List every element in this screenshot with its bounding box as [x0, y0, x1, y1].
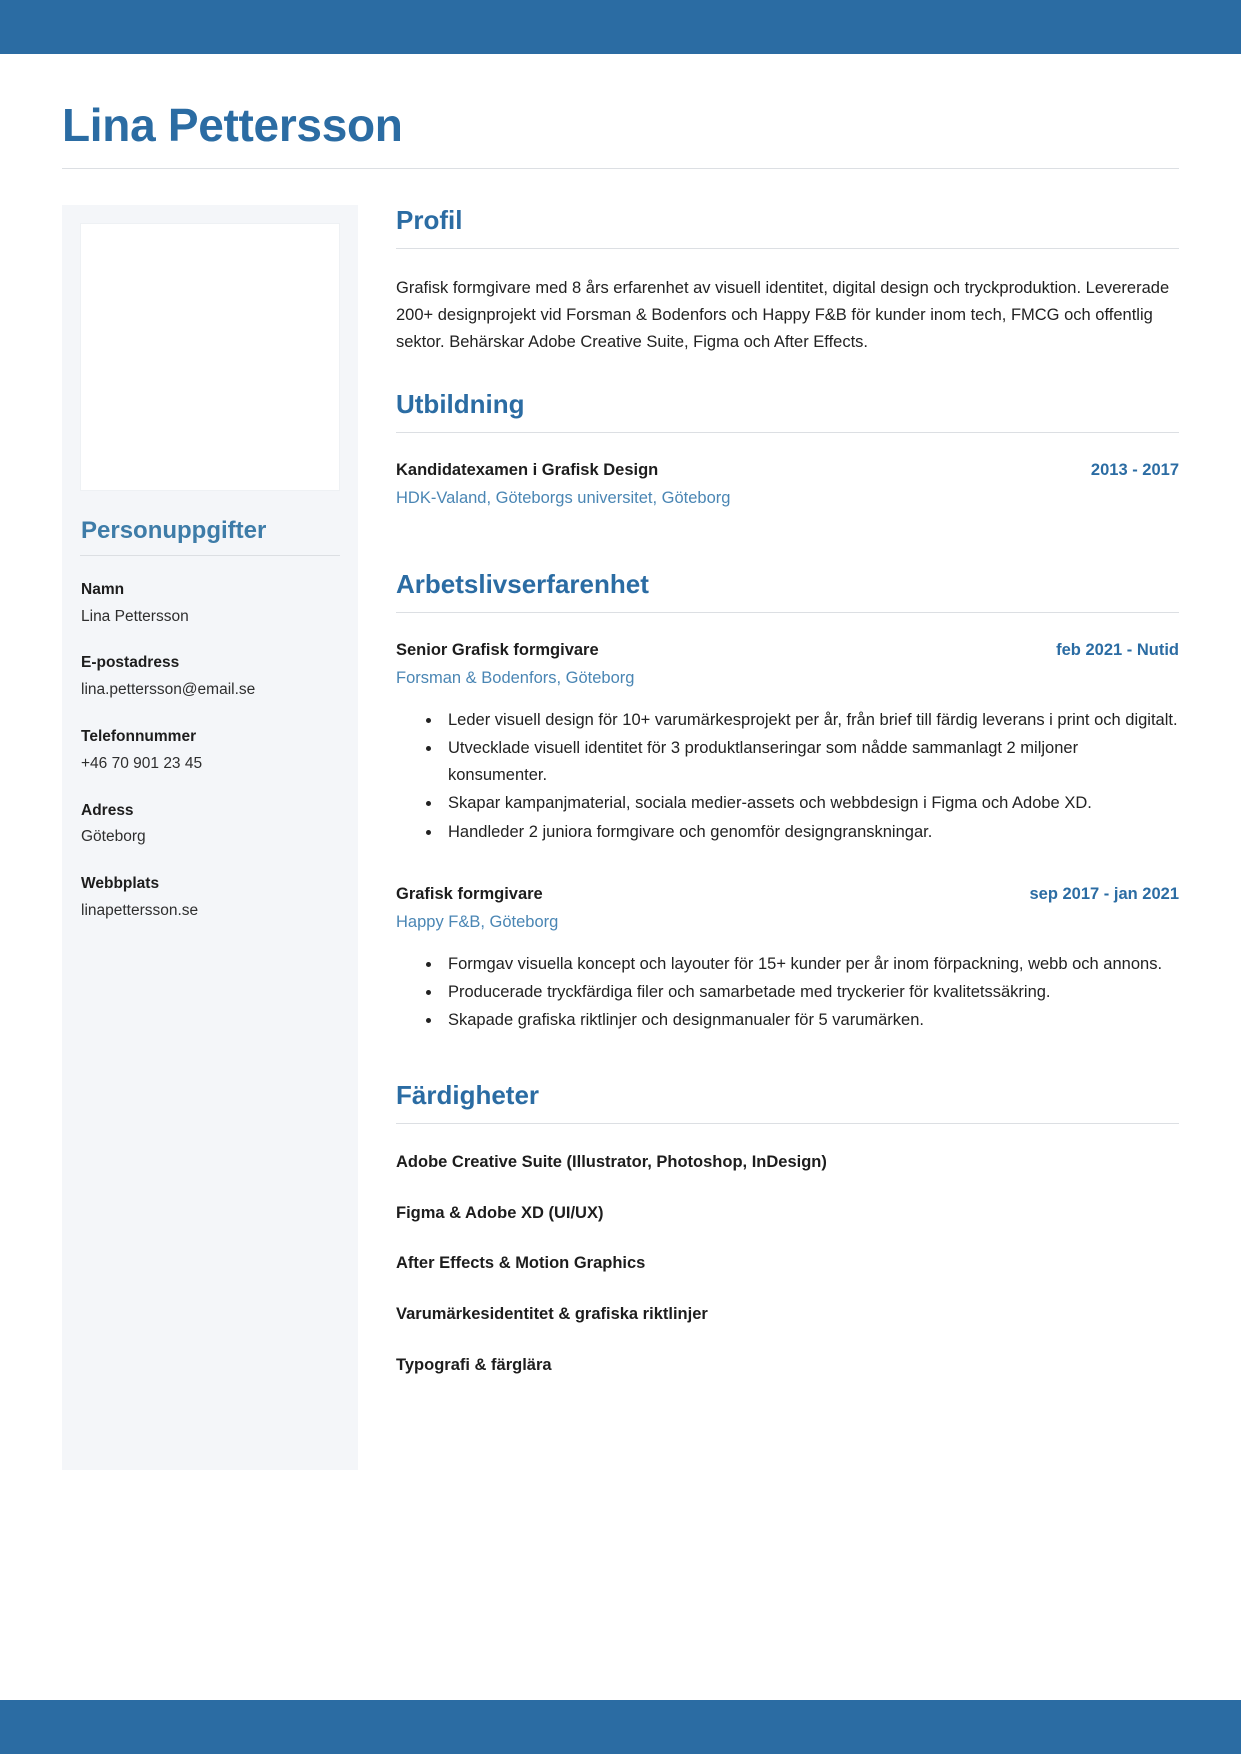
job-employer: Forsman & Bodenfors, Göteborg	[396, 669, 635, 688]
skill-item: Typografi & färglära	[396, 1355, 552, 1374]
education-date: 2013 - 2017	[1090, 461, 1179, 480]
sidebar	[62, 205, 358, 1470]
body-columns	[62, 205, 1179, 1470]
job-date: sep 2017 - jan 2021	[1029, 884, 1179, 903]
detail-label: Telefonnummer	[81, 728, 197, 746]
main-column	[358, 205, 1179, 1404]
detail-value[interactable]: linapettersson.se	[81, 902, 199, 920]
job-bullets	[396, 951, 1179, 1034]
section-title-profile: Profil	[396, 204, 463, 235]
bottom-accent-bar	[0, 1700, 1241, 1754]
education-degree: Kandidatexamen i Grafisk Design	[396, 461, 659, 480]
job-bullets	[396, 707, 1179, 845]
skill-item: Adobe Creative Suite (Illustrator, Photoshop, InDesign)	[396, 1152, 827, 1171]
education-entry	[396, 459, 1179, 511]
detail-phone	[80, 725, 340, 777]
personal-details-heading: Personuppgifter	[81, 516, 267, 544]
section-education	[396, 389, 1179, 561]
job-employer: Happy F&B, Göteborg	[396, 912, 559, 931]
section-profile	[396, 205, 1179, 355]
detail-value[interactable]: +46 70 901 23 45	[81, 754, 203, 772]
section-divider	[396, 1123, 1179, 1124]
job-bullet: • Skapar kampanjmaterial, sociala medier-assets och webbdesign i Figma och Adobe XD.	[442, 790, 1179, 816]
skills-list	[396, 1150, 1179, 1378]
skill-item: Varumärkesidentitet & grafiska riktlinjer	[396, 1305, 708, 1324]
education-entry-head	[396, 459, 1179, 483]
experience-entry-head	[396, 639, 1179, 663]
detail-email	[80, 651, 340, 703]
detail-value[interactable]: lina.pettersson@email.se	[81, 681, 256, 699]
detail-name	[80, 578, 340, 630]
sidebar-divider	[80, 555, 340, 556]
experience-entry-head	[396, 883, 1179, 907]
skill-item: After Effects & Motion Graphics	[396, 1254, 646, 1273]
section-divider	[396, 248, 1179, 249]
detail-label: E-postadress	[81, 654, 180, 672]
detail-address	[80, 799, 340, 851]
spacer	[396, 519, 1179, 561]
profile-summary-text: Grafisk formgivare med 8 års erfarenhet av visuell identitet, digital design och tryckproduktion. Levererade 200+ designprojekt vid Forsman & Bodenfors och Happy F&B för kunder inom tech, FMCG och offentlig sektor. Behärskar Adobe Creative Suite, Figma och After Effects.	[396, 279, 1170, 351]
spacer	[396, 853, 1179, 883]
section-divider	[396, 432, 1179, 433]
job-bullet: • Formgav visuella koncept och layouter för 15+ kunder per år inom förpackning, webb och annons.	[442, 951, 1179, 977]
job-bullet: • Producerade tryckfärdiga filer och samarbetade med tryckerier för kvalitetssäkring.	[442, 979, 1179, 1005]
job-title: Senior Grafisk formgivare	[396, 641, 599, 660]
section-title-skills: Färdigheter	[396, 1079, 540, 1110]
job-bullet: • Utvecklade visuell identitet för 3 produktlanseringar som nådde sammanlagt 2 miljoner konsumenter.	[442, 735, 1179, 788]
section-title-education: Utbildning	[396, 389, 525, 420]
page-title: Lina Pettersson	[62, 99, 403, 151]
job-bullet: • Handleder 2 juniora formgivare och genomför designgranskningar.	[442, 819, 1179, 845]
job-bullet: • Skapade grafiska riktlinjer och designmanualer för 5 varumärken.	[442, 1007, 1179, 1033]
detail-value: Göteborg	[81, 828, 146, 846]
section-title-experience: Arbetslivserfarenhet	[396, 569, 649, 600]
experience-entry	[396, 883, 1179, 1034]
section-skills	[396, 1080, 1179, 1378]
top-accent-bar	[0, 0, 1241, 54]
detail-label: Adress	[81, 801, 134, 819]
profile-photo-placeholder	[80, 223, 340, 491]
job-title: Grafisk formgivare	[396, 884, 543, 903]
job-bullet: • Leder visuell design för 10+ varumärkesprojekt per år, från brief till färdig leverans i print och digitalt.	[442, 707, 1179, 733]
section-divider	[396, 612, 1179, 613]
detail-label: Namn	[81, 580, 125, 598]
experience-entry	[396, 639, 1179, 845]
cv-content	[0, 54, 1241, 1700]
detail-value: Lina Pettersson	[81, 607, 189, 625]
detail-website	[80, 872, 340, 924]
section-experience	[396, 569, 1179, 1072]
name-divider	[62, 168, 1179, 169]
spacer	[396, 1042, 1179, 1072]
name-header	[62, 54, 1179, 169]
detail-label: Webbplats	[81, 875, 160, 893]
job-date: feb 2021 - Nutid	[1056, 641, 1179, 660]
education-institution: HDK-Valand, Göteborgs universitet, Göteborg	[396, 489, 731, 508]
skill-item: Figma & Adobe XD (UI/UX)	[396, 1203, 604, 1222]
